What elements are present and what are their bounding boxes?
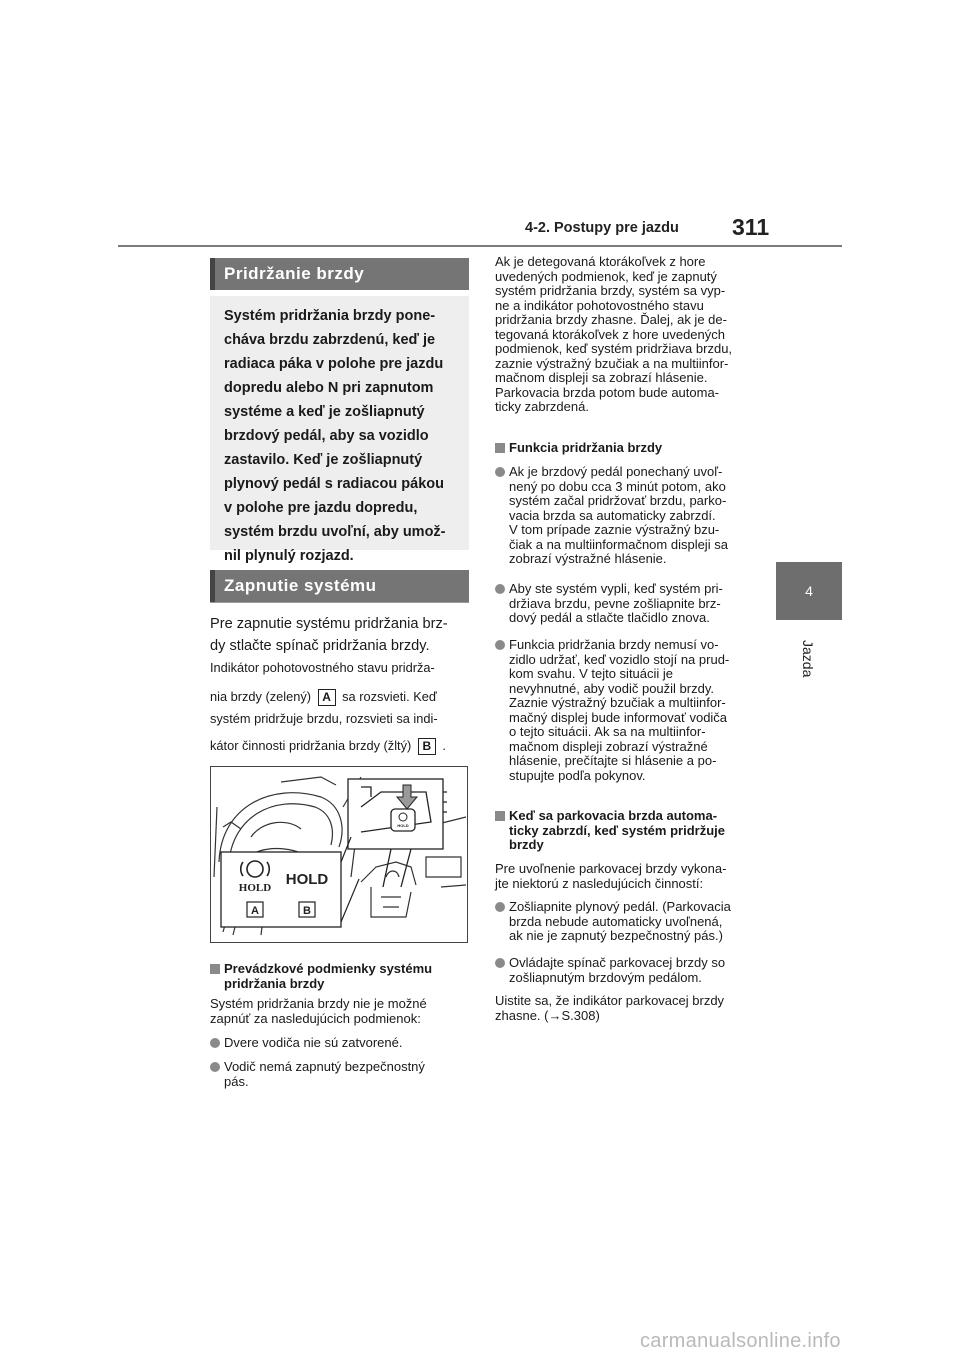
para-line: podmienok, keď systém pridržiava brzdu, (495, 341, 733, 356)
intro-line: radiaca páka v polohe pre jazdu (224, 356, 444, 372)
bullet-line: Vodič nemá zapnutý bezpečnostný (224, 1059, 425, 1074)
bullet-line: Dvere vodiča nie sú zatvorené. (224, 1035, 403, 1050)
heading-line: Keď sa parkovacia brzda automa- (509, 808, 718, 823)
intro-line: v polohe pre jazdu dopredu, (224, 500, 418, 516)
bullet-line: nený po dobu cca 3 minút potom, ako (509, 478, 726, 494)
paragraph (495, 862, 765, 891)
bullet-line: dový pedál a stlačte tlačidlo znova. (509, 610, 710, 625)
para-line: Systém pridržania brzdy nie je možné (210, 996, 427, 1011)
section-title-hold: Pridržanie brzdy (210, 258, 469, 290)
intro-line: zastavilo. Keď je zošliapnutý (224, 452, 423, 468)
intro-line: brzdový pedál, aby sa vozidlo (224, 428, 429, 444)
paragraph (495, 994, 765, 1023)
para-line: zapnúť za nasledujúcich podmienok: (210, 1010, 421, 1026)
section-title-activate: Zapnutie systému (210, 570, 469, 602)
heading-hold-function (495, 441, 765, 456)
para-line: Ak je detegovaná ktorákoľvek z hore (495, 254, 706, 269)
para-line: pridržania brzdy zhasne. Ďalej, ak je de- (495, 312, 727, 327)
para-line: ne a indikátor pohotovostného stavu (495, 297, 704, 313)
bullet-item (210, 1060, 475, 1089)
bullet-line: pás. (224, 1073, 249, 1089)
bullet-line: hlásenie, prečítajte si hlásenie a po- (509, 753, 717, 768)
bullet-line: stupujte podľa pokynov. (509, 767, 646, 783)
page-reference-link[interactable]: zhasne. (→S.308) (495, 1007, 600, 1023)
bullet-item (210, 1036, 475, 1051)
bullet-line: zobrazí výstražné hlásenie. (509, 551, 667, 566)
indicator-line-4 (210, 738, 480, 755)
intro-line: cháva brzdu zabrzdenú, keď je (224, 332, 436, 348)
intro-line: Systém pridržania brzdy pone- (224, 308, 436, 324)
para-line: Pre uvoľnenie parkovacej brzdy vykona- (495, 861, 727, 876)
figure-label-b: B (303, 905, 311, 917)
bullet-line: kom svahu. V tejto situácii je (509, 666, 674, 681)
para-line: mačnom displeji sa zobrazí hlásenie. (495, 370, 708, 385)
bullet-line: mačnom displeji zobrazí výstražné (509, 738, 708, 754)
chapter-label: Jazda (800, 640, 816, 678)
section-header: 4-2. Postupy pre jazdu (525, 220, 679, 236)
bullet-line: držiava brzdu, pevne zošliapnite brz- (509, 595, 721, 611)
heading-line: pridržania brzdy (224, 975, 325, 991)
bullet-line: Ovládajte spínač parkovacej brzdy so (509, 955, 726, 970)
bullet-line: Ak je brzdový pedál ponechaný uvoľ- (509, 464, 723, 479)
indicator-line-2 (210, 689, 480, 706)
para-line: zaznie výstražný bzučiak a na multiinfor- (495, 355, 729, 371)
header-rule (118, 245, 842, 247)
indicator-text: . (442, 738, 446, 753)
para-line: tegovaná ktorákoľvek z hore uvedených (495, 326, 725, 342)
heading-line: Funkcia pridržania brzdy (509, 440, 663, 455)
bullet-line: zidlo udržať, keď vozidlo stojí na prud- (509, 651, 730, 667)
bullet-item (495, 582, 765, 626)
hold-switch-illustration (210, 766, 468, 943)
intro-line: systéme a keď je zošliapnutý (224, 404, 425, 420)
heading-line: brzdy (509, 837, 544, 852)
indicator-line-3: systém pridržuje brzdu, rozsvieti sa indi- (210, 711, 438, 726)
lead-line: dy stlačte spínač pridržania brzdy. (210, 637, 430, 654)
bullet-item (495, 900, 765, 944)
page-number: 311 (732, 214, 770, 240)
para-line: jte niektorú z nasledujúcich činností: (495, 875, 704, 891)
hold-switch-text: HOLD (397, 823, 409, 828)
section-rule (210, 602, 469, 603)
watermark: carmanualsonline.info (640, 1330, 841, 1352)
heading-auto-parking-brake (495, 809, 765, 853)
heading-line: Prevádzkové podmienky systému (224, 961, 433, 976)
intro-line: dopredu alebo N pri zapnutom (224, 380, 434, 396)
bullet-line: Zaznie výstražný bzučiak a multiinfor- (509, 695, 726, 710)
lead-line: Pre zapnutie systému pridržania brz- (210, 616, 448, 632)
bullet-item (495, 956, 765, 985)
intro-line: nil plynulý rozjazd. (224, 548, 354, 564)
paragraph (210, 997, 475, 1026)
para-line: systém pridržania brzdy, systém sa vyp- (495, 283, 726, 298)
chapter-tab (776, 562, 842, 620)
bullet-line: Funkcia pridržania brzdy nemusí vo- (509, 637, 719, 652)
bullet-line: ak nie je zapnutý bezpečnostný pás.) (509, 928, 723, 943)
hold-active-label: HOLD (285, 871, 329, 888)
intro-line: plynový pedál s radiacou pákou (224, 476, 444, 492)
indicator-text: sa rozsvieti. Keď (342, 689, 437, 704)
indicator-line-1: Indikátor pohotovostného stavu pridrža- (210, 660, 435, 675)
para-line: ticky zabrzdená. (495, 399, 589, 414)
bullet-line: čiak a na multiinformačnom displeji sa (509, 536, 728, 552)
intro-box (210, 296, 469, 564)
paragraph (495, 255, 765, 415)
bullet-line: nevyhnutné, aby vodič použil brzdy. (509, 680, 714, 696)
bullet-line: Aby ste systém vypli, keď systém pri- (509, 581, 723, 596)
bullet-line: zošliapnutým brzdovým pedálom. (509, 969, 702, 985)
bullet-line: mačný displej bude informovať vodiča (509, 709, 728, 725)
bullet-line: V tom prípade zaznie výstražný bzu- (509, 522, 720, 537)
chapter-number: 4 (805, 583, 813, 599)
label-b-box: B (418, 738, 436, 755)
dashboard-drawing (211, 767, 467, 942)
intro-line: systém brzdu uvoľní, aby umož- (224, 524, 446, 540)
para-line: Uistite sa, že indikátor parkovacej brzdy (495, 993, 725, 1008)
bullet-line: systém začal pridržovať brzdu, parko- (509, 493, 727, 508)
hold-standby-label: HOLD (238, 882, 272, 894)
bullet-line: brzda nebude automaticky uvoľnená, (509, 913, 723, 929)
figure-label-a: A (251, 905, 259, 917)
bullet-item (495, 465, 765, 567)
bullet-item (495, 638, 765, 783)
heading-line: ticky zabrzdí, keď systém pridržuje (509, 822, 725, 838)
bullet-line: Zošliapnite plynový pedál. (Parkovacia (509, 899, 731, 914)
bullet-line: vacia brzda sa automaticky zabrzdí. (509, 507, 716, 523)
lead-text (210, 614, 475, 657)
indicator-text: nia brzdy (zelený) (210, 689, 311, 704)
indicator-text: kátor činnosti pridržania brzdy (žltý) (210, 738, 412, 753)
bullet-line: o tejto situácii. Ak sa na multiinfor- (509, 724, 706, 739)
para-line: uvedených podmienok, keď je zapnutý (495, 268, 717, 284)
heading-operating-conditions (210, 962, 475, 991)
para-line: Parkovacia brzda potom bude automa- (495, 384, 720, 400)
label-a-box: A (318, 689, 336, 706)
